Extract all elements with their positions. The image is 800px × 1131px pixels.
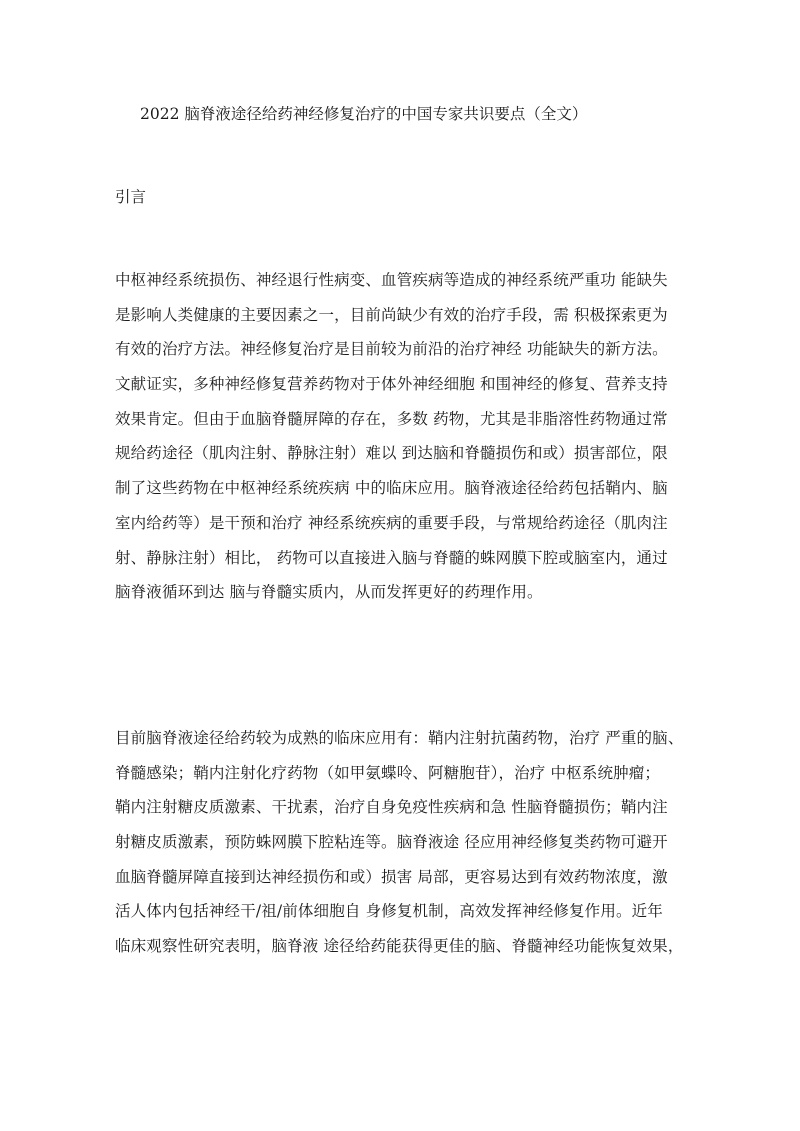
paragraph-2 bbox=[115, 727, 695, 970]
paragraph-line: 规给药途径（肌肉注射、静脉注射）难以 到达脑和脊髓损伤和或）损害部位，限 bbox=[115, 444, 668, 463]
paragraph-line: 目前脑脊液途径给药较为成熟的临床应用有：鞘内注射抗菌药物，治疗 严重的脑、 bbox=[115, 729, 684, 747]
paragraph-line: 血脑脊髓屏障直接到达神经损伤和或）损害 局部，更容易达到有效药物浓度，激 bbox=[115, 867, 668, 886]
paragraph-line: 室内给药等）是干预和治疗 神经系统疾病的重要手段，与常规给药途径（肌肉注 bbox=[115, 513, 668, 532]
paragraph-line: 脑脊液循环到达 脑与脊髓实质内，从而发挥更好的药理作用。 bbox=[115, 583, 543, 602]
document-title: 2022 脑脊液途径给药神经修复治疗的中国专家共识要点（全文） bbox=[140, 105, 588, 123]
paragraph-line: 射、静脉注射）相比， 药物可以直接进入脑与脊髓的蛛网膜下腔或脑室内，通过 bbox=[115, 548, 668, 567]
paragraph-line: 射糖皮质激素，预防蛛网膜下腔粘连等。脑脊液途 径应用神经修复类药物可避开 bbox=[115, 833, 668, 852]
section-heading-introduction: 引言 bbox=[115, 188, 147, 206]
paragraph-line: 临床观察性研究表明，脑脊液 途径给药能获得更佳的脑、脊髓神经功能恢复效果， bbox=[115, 937, 684, 956]
paragraph-line: 效果肯定。但由于血脑脊髓屏障的存在，多数 药物，尤其是非脂溶性药物通过常 bbox=[115, 409, 668, 428]
paragraph-line: 有效的治疗方法。神经修复治疗是目前较为前沿的治疗神经 功能缺失的新方法。 bbox=[115, 340, 668, 359]
paragraph-line: 脊髓感染；鞘内注射化疗药物（如甲氨蝶呤、阿糖胞苷），治疗 中枢系统肿瘤； bbox=[115, 763, 661, 782]
paragraph-1 bbox=[115, 269, 695, 616]
paragraph-line: 活人体内包括神经干/祖/前体细胞自 身修复机制，高效发挥神经修复作用。近年 bbox=[115, 902, 663, 921]
paragraph-line: 制了这些药物在中枢神经系统疾病 中的临床应用。脑脊液途径给药包括鞘内、脑 bbox=[115, 479, 668, 498]
paragraph-line: 鞘内注射糖皮质激素、干扰素，治疗自身免疫性疾病和急 性脑脊髓损伤；鞘内注 bbox=[115, 798, 668, 817]
paragraph-line: 中枢神经系统损伤、神经退行性病变、血管疾病等造成的神经系统严重功 能缺失 bbox=[115, 271, 668, 289]
paragraph-line: 文献证实，多种神经修复营养药物对于体外神经细胞 和围神经的修复、营养支持 bbox=[115, 375, 668, 394]
paragraph-line: 是影响人类健康的主要因素之一，目前尚缺少有效的治疗手段，需 积极探索更为 bbox=[115, 305, 668, 324]
